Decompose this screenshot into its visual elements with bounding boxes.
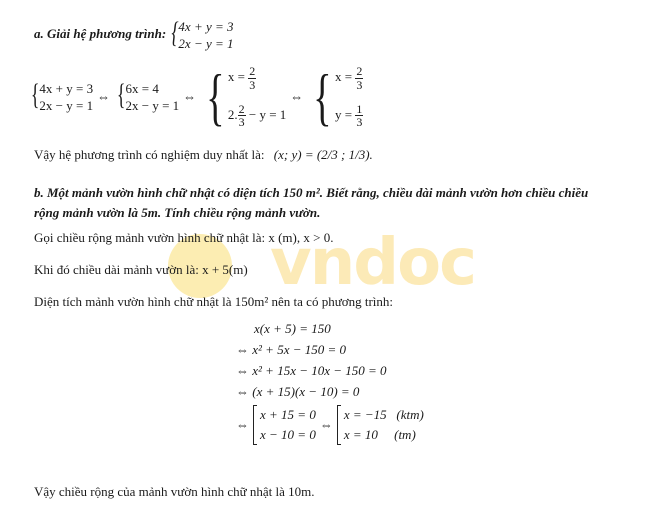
equation: x =	[227, 69, 245, 85]
equation: x − 10 = 0	[260, 427, 316, 442]
conclusion-text: Vậy hệ phương trình có nghiệm duy nhất là:	[34, 147, 265, 162]
equation: x =	[335, 69, 353, 85]
iff-icon: ⇔	[183, 89, 197, 104]
area-line: Diện tích mảnh vườn hình chữ nhật là 150m² nên ta có phương trình:	[34, 294, 394, 309]
equation: x + 15 = 0	[260, 407, 316, 422]
part-b-conclusion: Vậy chiều rộng của mảnh vườn hình chữ nhật là 10m.	[34, 484, 315, 499]
part-a-conclusion	[34, 147, 373, 163]
equation: 4x + y = 3	[178, 19, 234, 35]
equation: 2.	[227, 106, 238, 122]
equation: x = −15 (ktm)	[343, 407, 424, 422]
equation: 4x + y = 3	[39, 81, 94, 96]
length-line: Khi đó chiều dài mảnh vườn là: x + 5(m)	[34, 262, 248, 277]
equation: ⇔ x² + 5x − 150 = 0	[236, 342, 347, 357]
equation: 2x − y = 1	[39, 98, 94, 113]
iff-icon: ⇔	[290, 89, 304, 104]
part-b-heading	[34, 183, 588, 223]
iff-icon: ⇔	[97, 89, 111, 104]
equation: 6x = 4	[125, 81, 159, 96]
equation: ⇔ x² + 15x − 10x − 150 = 0	[236, 363, 387, 378]
solution-math: (x; y) = (2/3 ; 1/3).	[273, 147, 373, 162]
system-brace: { 4x + y = 3 2x − y = 1	[171, 16, 234, 52]
iff-icon: ⇔	[319, 417, 333, 432]
heading-line: rộng mảnh vườn là 5m. Tính chiều rộng mảnh vườn.	[34, 205, 321, 220]
equation: 2x − y = 1	[125, 98, 180, 113]
case-split	[236, 405, 424, 445]
equation: x = 10 (tm)	[343, 427, 416, 442]
solution-steps: { 4x + y = 3 2x − y = 1 ⇔ { 6x = 4 2x − y = 1 ⇔ { x = $\frac{2}{3}$ 2. $\frac{2}{3}$ − y = 1 ⇔ { x = $\frac{2}{3}$ y = $\frac{1}{3}$	[30, 61, 363, 132]
part-a-heading	[34, 15, 234, 53]
equation: 2x − y = 1	[178, 36, 234, 52]
equation: x(x + 5) = 150	[254, 321, 331, 336]
let-width-line: Gọi chiều rộng mảnh vườn hình chữ nhật là: x (m), x > 0.	[34, 230, 334, 245]
heading-text: a. Giải hệ phương trình:	[34, 26, 167, 41]
iff-icon: ⇔	[236, 417, 249, 432]
watermark-logo: vndoc	[270, 226, 475, 300]
equation: y =	[335, 106, 353, 122]
heading-line: b. Một mảnh vườn hình chữ nhật có diện tích 150 m². Biết rằng, chiều dài mảnh vườn hơn chiều chiều	[34, 185, 589, 200]
equation: ⇔ (x + 15)(x − 10) = 0	[236, 384, 360, 399]
